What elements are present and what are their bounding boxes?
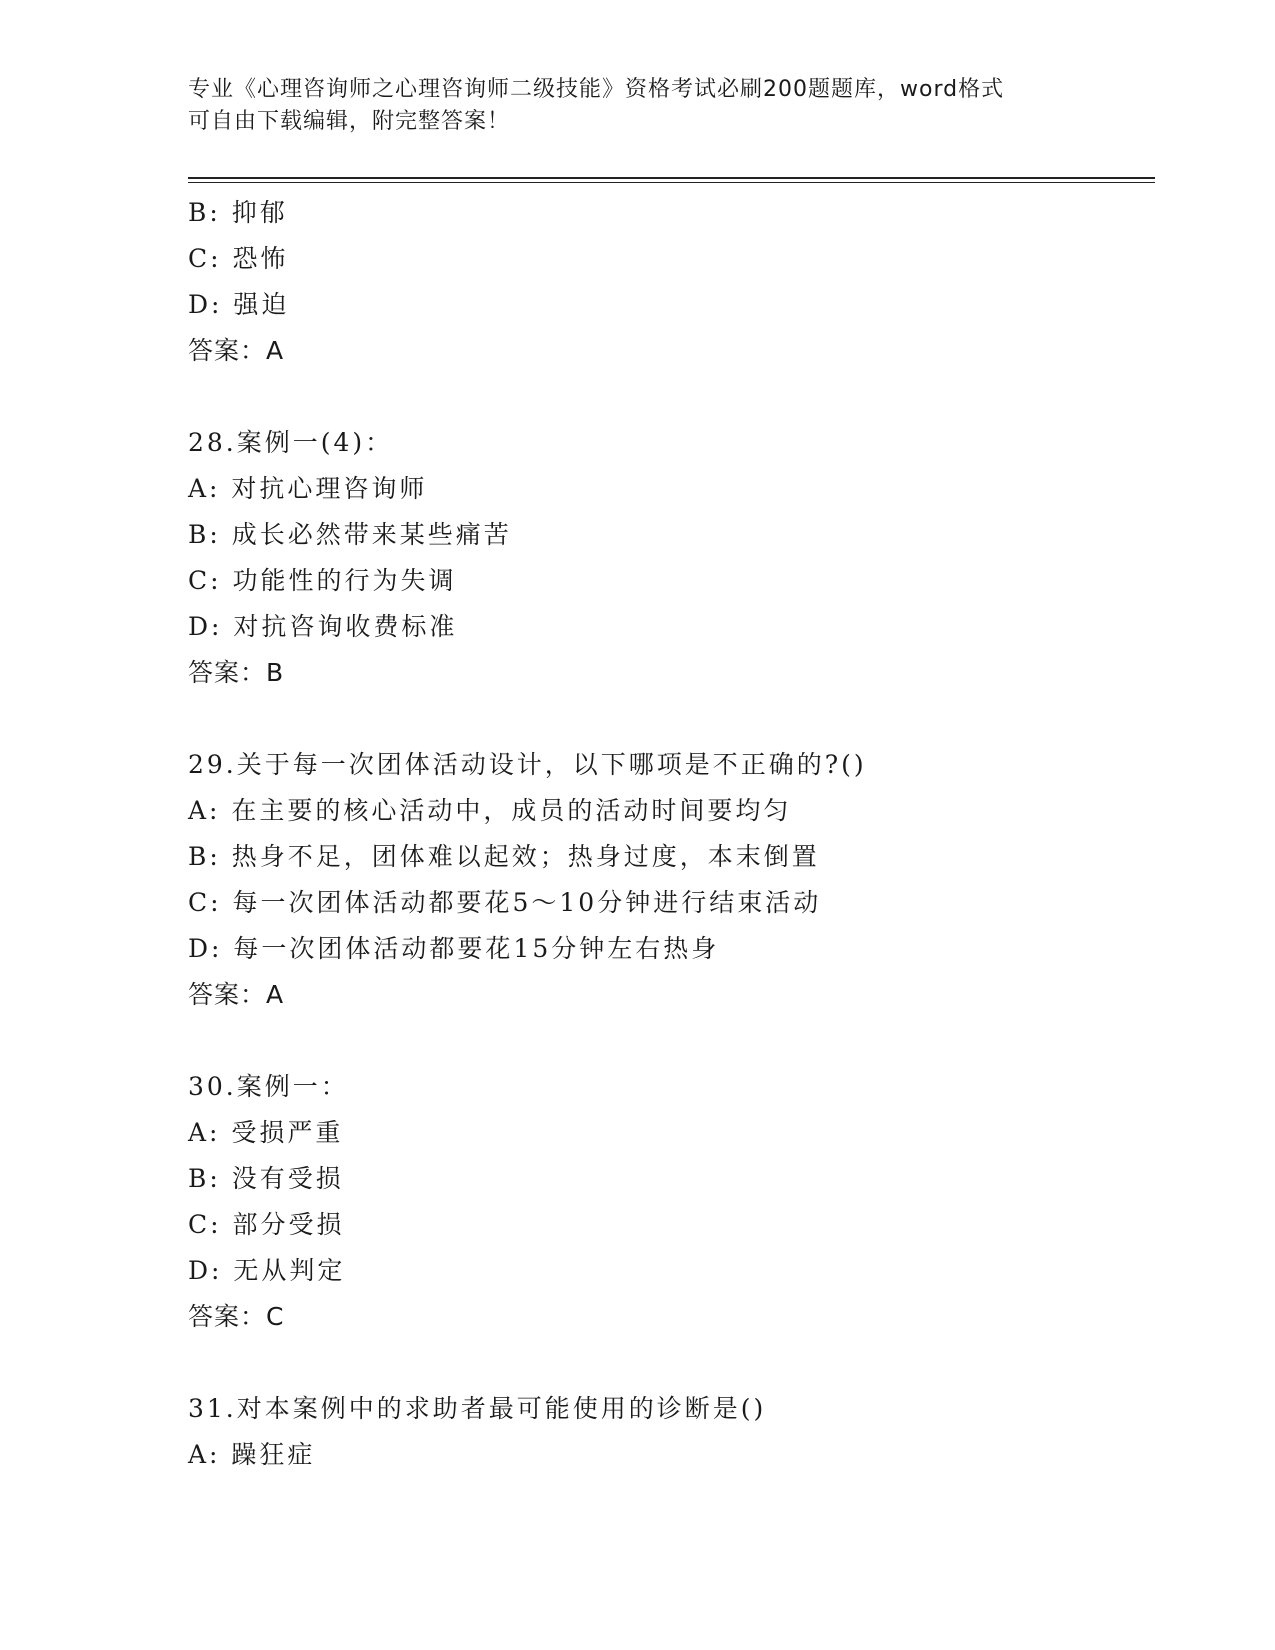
option-b: B: 成长必然带来某些痛苦 [188, 520, 512, 549]
option-b: B: 抑郁 [188, 198, 288, 227]
option-a: A: 对抗心理咨询师 [188, 474, 428, 503]
header-line-2: 可自由下载编辑，附完整答案！ [188, 109, 511, 134]
option-c: C: 每一次团体活动都要花5～10分钟进行结束活动 [188, 888, 822, 917]
option-b: B: 热身不足，团体难以起效；热身过度，本末倒置 [188, 842, 820, 871]
question-stem: 30.案例一： [188, 1072, 349, 1101]
option-c: C: 恐怖 [188, 244, 289, 273]
answer-line: 答案：A [188, 336, 285, 365]
question-stem: 29.关于每一次团体活动设计，以下哪项是不正确的?() [188, 750, 867, 779]
option-c: C: 功能性的行为失调 [188, 566, 457, 595]
question-stem: 31.对本案例中的求助者最可能使用的诊断是() [188, 1394, 767, 1423]
option-d: D: 无从判定 [188, 1256, 346, 1285]
document-header [188, 74, 1088, 138]
answer-line: 答案：B [188, 658, 285, 687]
question-28 [188, 420, 1148, 696]
answer-line: 答案：C [188, 1302, 285, 1331]
answer-line: 答案：A [188, 980, 285, 1009]
option-a: A: 躁狂症 [188, 1440, 316, 1469]
option-b: B: 没有受损 [188, 1164, 344, 1193]
option-d: D: 强迫 [188, 290, 290, 319]
spacer [188, 1018, 1148, 1064]
question-list [188, 190, 1148, 1478]
option-d: D: 每一次团体活动都要花15分钟左右热身 [188, 934, 720, 963]
question-30 [188, 1064, 1148, 1340]
option-c: C: 部分受损 [188, 1210, 345, 1239]
question-continued [188, 190, 1148, 374]
option-a: A: 受损严重 [188, 1118, 344, 1147]
header-line-1: 专业《心理咨询师之心理咨询师二级技能》资格考试必刷200题题库，word格式 [188, 77, 1005, 102]
spacer [188, 1340, 1148, 1386]
spacer [188, 696, 1148, 742]
question-29 [188, 742, 1148, 1018]
header-rule-thin [188, 182, 1155, 183]
option-a: A: 在主要的核心活动中，成员的活动时间要均匀 [188, 796, 792, 825]
header-rule-thick [188, 177, 1155, 179]
option-d: D: 对抗咨询收费标准 [188, 612, 458, 641]
question-stem: 28.案例一(4)： [188, 428, 394, 457]
question-31 [188, 1386, 1148, 1478]
spacer [188, 374, 1148, 420]
